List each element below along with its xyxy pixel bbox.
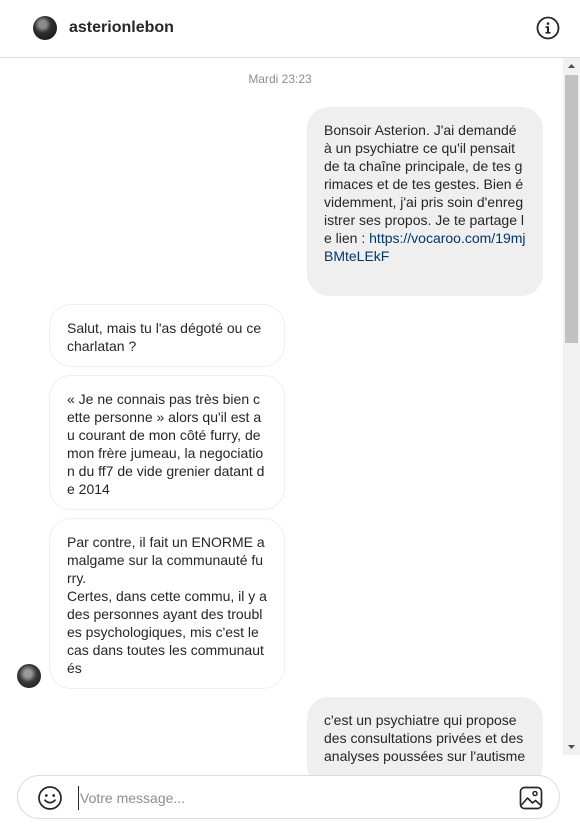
outgoing-message[interactable] [307,107,543,296]
incoming-message[interactable] [49,375,285,510]
image-icon[interactable] [518,785,544,811]
message-text: Par contre, il fait un ENORME amalgame sur la communauté furry. Certes, dans cette commu, il y a des personnes ayant des troubles psychologiques, mis c'est le cas dans toutes les communautés [67,534,267,676]
message-thread[interactable] [0,58,580,764]
outgoing-message[interactable] [307,697,543,787]
scroll-down-arrow-icon[interactable] [563,738,580,755]
incoming-message[interactable] [49,304,285,367]
scroll-up-arrow-icon[interactable] [563,58,580,75]
message-text: Salut, mais tu l'as dégoté ou ce charlatan ? [67,320,266,354]
thread-scrollbar[interactable] [563,58,580,755]
message-input[interactable] [78,786,498,810]
message-text: c'est un psychiatre qui propose des consultations privées et des analyses poussées sur l'autisme [324,712,528,764]
message-composer [17,775,560,819]
message-text: Bonsoir Asterion. J'ai demandé à un psychiatre ce qu'il pensait de ta chaîne principale, de tes grimaces et de tes gestes. Bien évidemment, j'ai pris soin d'enregistrer ses propos. Je te partage le lien : [324,122,524,246]
info-icon[interactable] [536,16,560,40]
header-avatar[interactable] [33,16,57,40]
incoming-message[interactable] [49,518,285,689]
sender-avatar[interactable] [17,664,41,688]
message-timestamp: Mardi 23:23 [248,72,312,86]
conversation-username[interactable]: asterionlebon [69,19,174,36]
scrollbar-thumb[interactable] [565,75,578,343]
smiley-icon[interactable] [37,785,63,811]
message-text: « Je ne connais pas très bien cette personne » alors qu'il est au courant de mon côté furry, de mon frère jumeau, la negociation du ff7 de vide grenier datant de 2014 [67,391,265,497]
conversation-header [0,0,580,58]
message-link[interactable]: https://vocaroo.com/19mjBMteLEkF [324,230,526,264]
